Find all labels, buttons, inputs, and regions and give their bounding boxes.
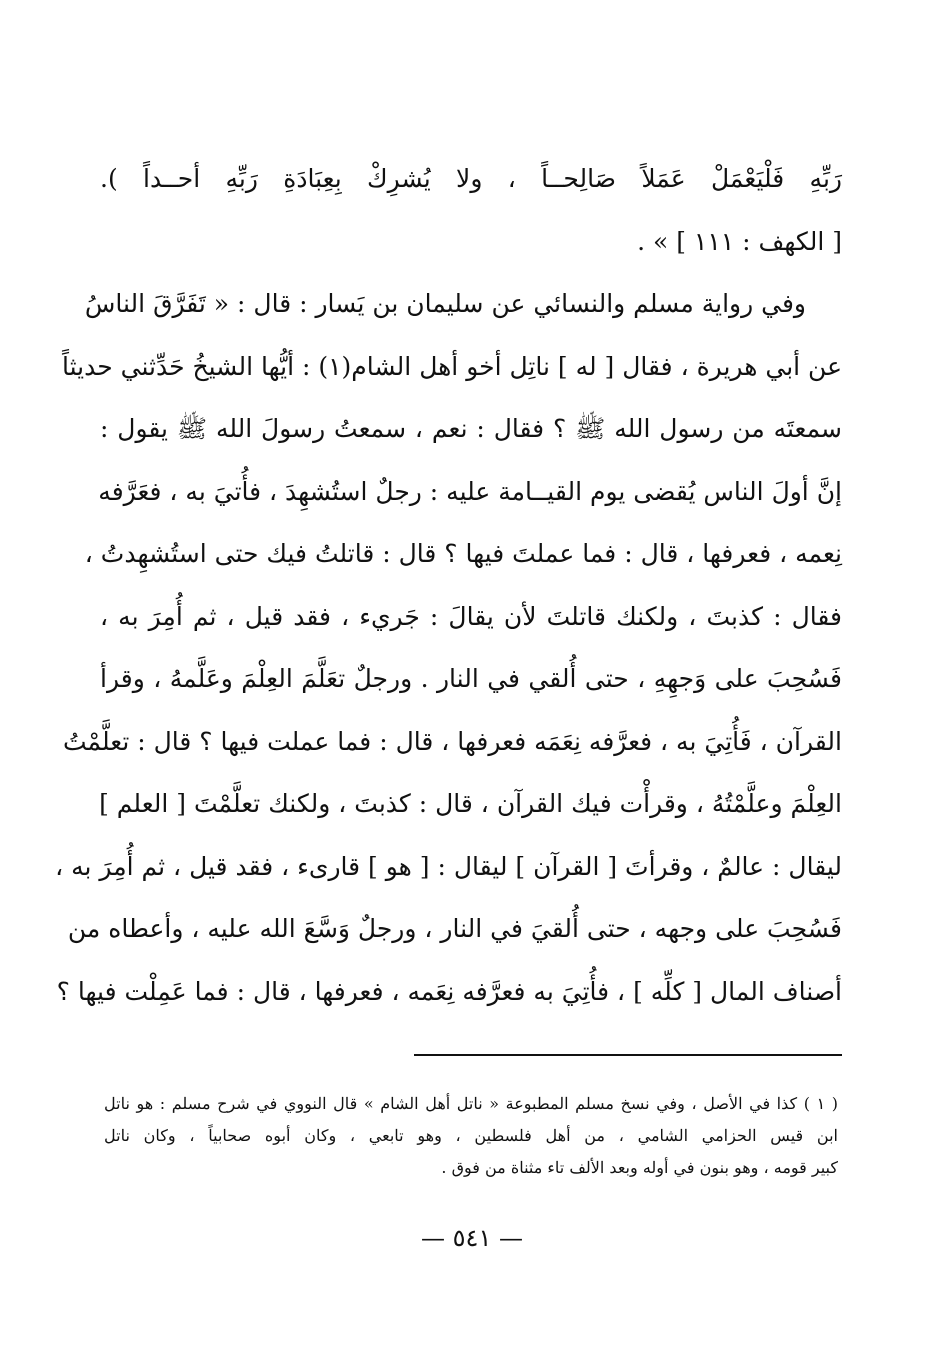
text-line: العِلْمَ وعلَّمْتُهُ ، وقرأْت فيك القرآن ، قال : كذبتَ ، ولكنك تعلَّمْتَ [ العلم ]: [99, 789, 842, 818]
text-line: فَسُحِبَ على وَجهِهِ ، حتى أُلقي في النار . ورجلٌ تعَلَّمَ العِلْمَ وعَلَّمهُ ، وقرأ: [100, 664, 842, 693]
text-line: فقال : كذبتَ ، ولكنك قاتلتَ لأن يقالَ : جَريء ، فقد قيل ، ثم أُمِرَ به ،: [100, 601, 842, 631]
footnote-line: ( ١ ) كذا في الأصل ، وفي نسخ مسلم المطبوعة « ناتل أهل الشام » قال النووي في شرح مسلم : هو ناتل: [104, 1094, 839, 1113]
main-text-block: [55, 148, 842, 1023]
text-line: ليقال : عالمٌ ، وقرأتَ [ القرآن ] ليقال : [ هو ] قارىء ، فقد قيل ، ثم أُمِرَ به ،: [55, 851, 842, 881]
text-line: نِعمه ، فعرفها ، قال : فما عملتَ فيها ؟ قال : قاتلتُ فيك حتى استُشهِدتُ ،: [84, 539, 842, 568]
footnote-line: كبير قومه ، وهو بنون في أوله وبعد الألف تاء مثناة من فوق .: [441, 1158, 838, 1177]
text-line: فَسُحِبَ على وجهه ، حتى أُلقيَ في النار ، ورجلٌ وَسَّعَ الله عليه ، وأعطاه من: [67, 914, 842, 943]
text-line: إنَّ أولَ الناس يُقضى يوم القيــامة عليه : رجلٌ استُشهِدَ ، فأُتيَ به ، فعَرَّفه: [98, 476, 842, 506]
page-number: — ٥٤١ —: [421, 1224, 523, 1252]
text-line: [ الكهف : ١١١ ] » .: [637, 226, 842, 256]
text-line: عن أبي هريرة ، فقال [ له ] ناتِل أخو أهل الشام(١) : أيُّها الشيخُ حَدِّثني حديثاً: [61, 351, 842, 381]
text-line: القرآن ، فَأُتِيَ به ، فعرَّفه نِعَمَه فعرفها ، قال : فما عملت فيها ؟ قال : تعلَّمْتُ: [63, 726, 842, 756]
footnote-separator: [414, 1054, 842, 1056]
text-line: وفي رواية مسلم والنسائي عن سليمان بن يَسار : قال : « تَفَرَّقَ الناسُ: [84, 289, 806, 318]
text-line: أصناف المال [ كلِّه ] ، فأُتِيَ به فعرَّفه نِعَمه ، فعرفها ، قال : فما عَمِلْت فيها ؟: [56, 976, 842, 1006]
text-line: سمعتَه من رسول الله ﷺ ؟ فقال : نعم ، سمعتُ رسولَ الله ﷺ يقول :: [100, 414, 842, 443]
text-line: رَبِّهِ فَلْيَعْمَلْ عَمَلاً صَالِحــاً ، ولا يُشرِكْ بِعِبَادَةِ رَبِّهِ أحــداً ).: [100, 164, 842, 193]
footnote-line: ابن قيس الحزامي الشامي ، من أهل فلسطين ، وهو تابعي ، وكان أبوه صحابياً ، وكان ناتل: [104, 1126, 839, 1145]
footnotes-block: [104, 1088, 838, 1184]
